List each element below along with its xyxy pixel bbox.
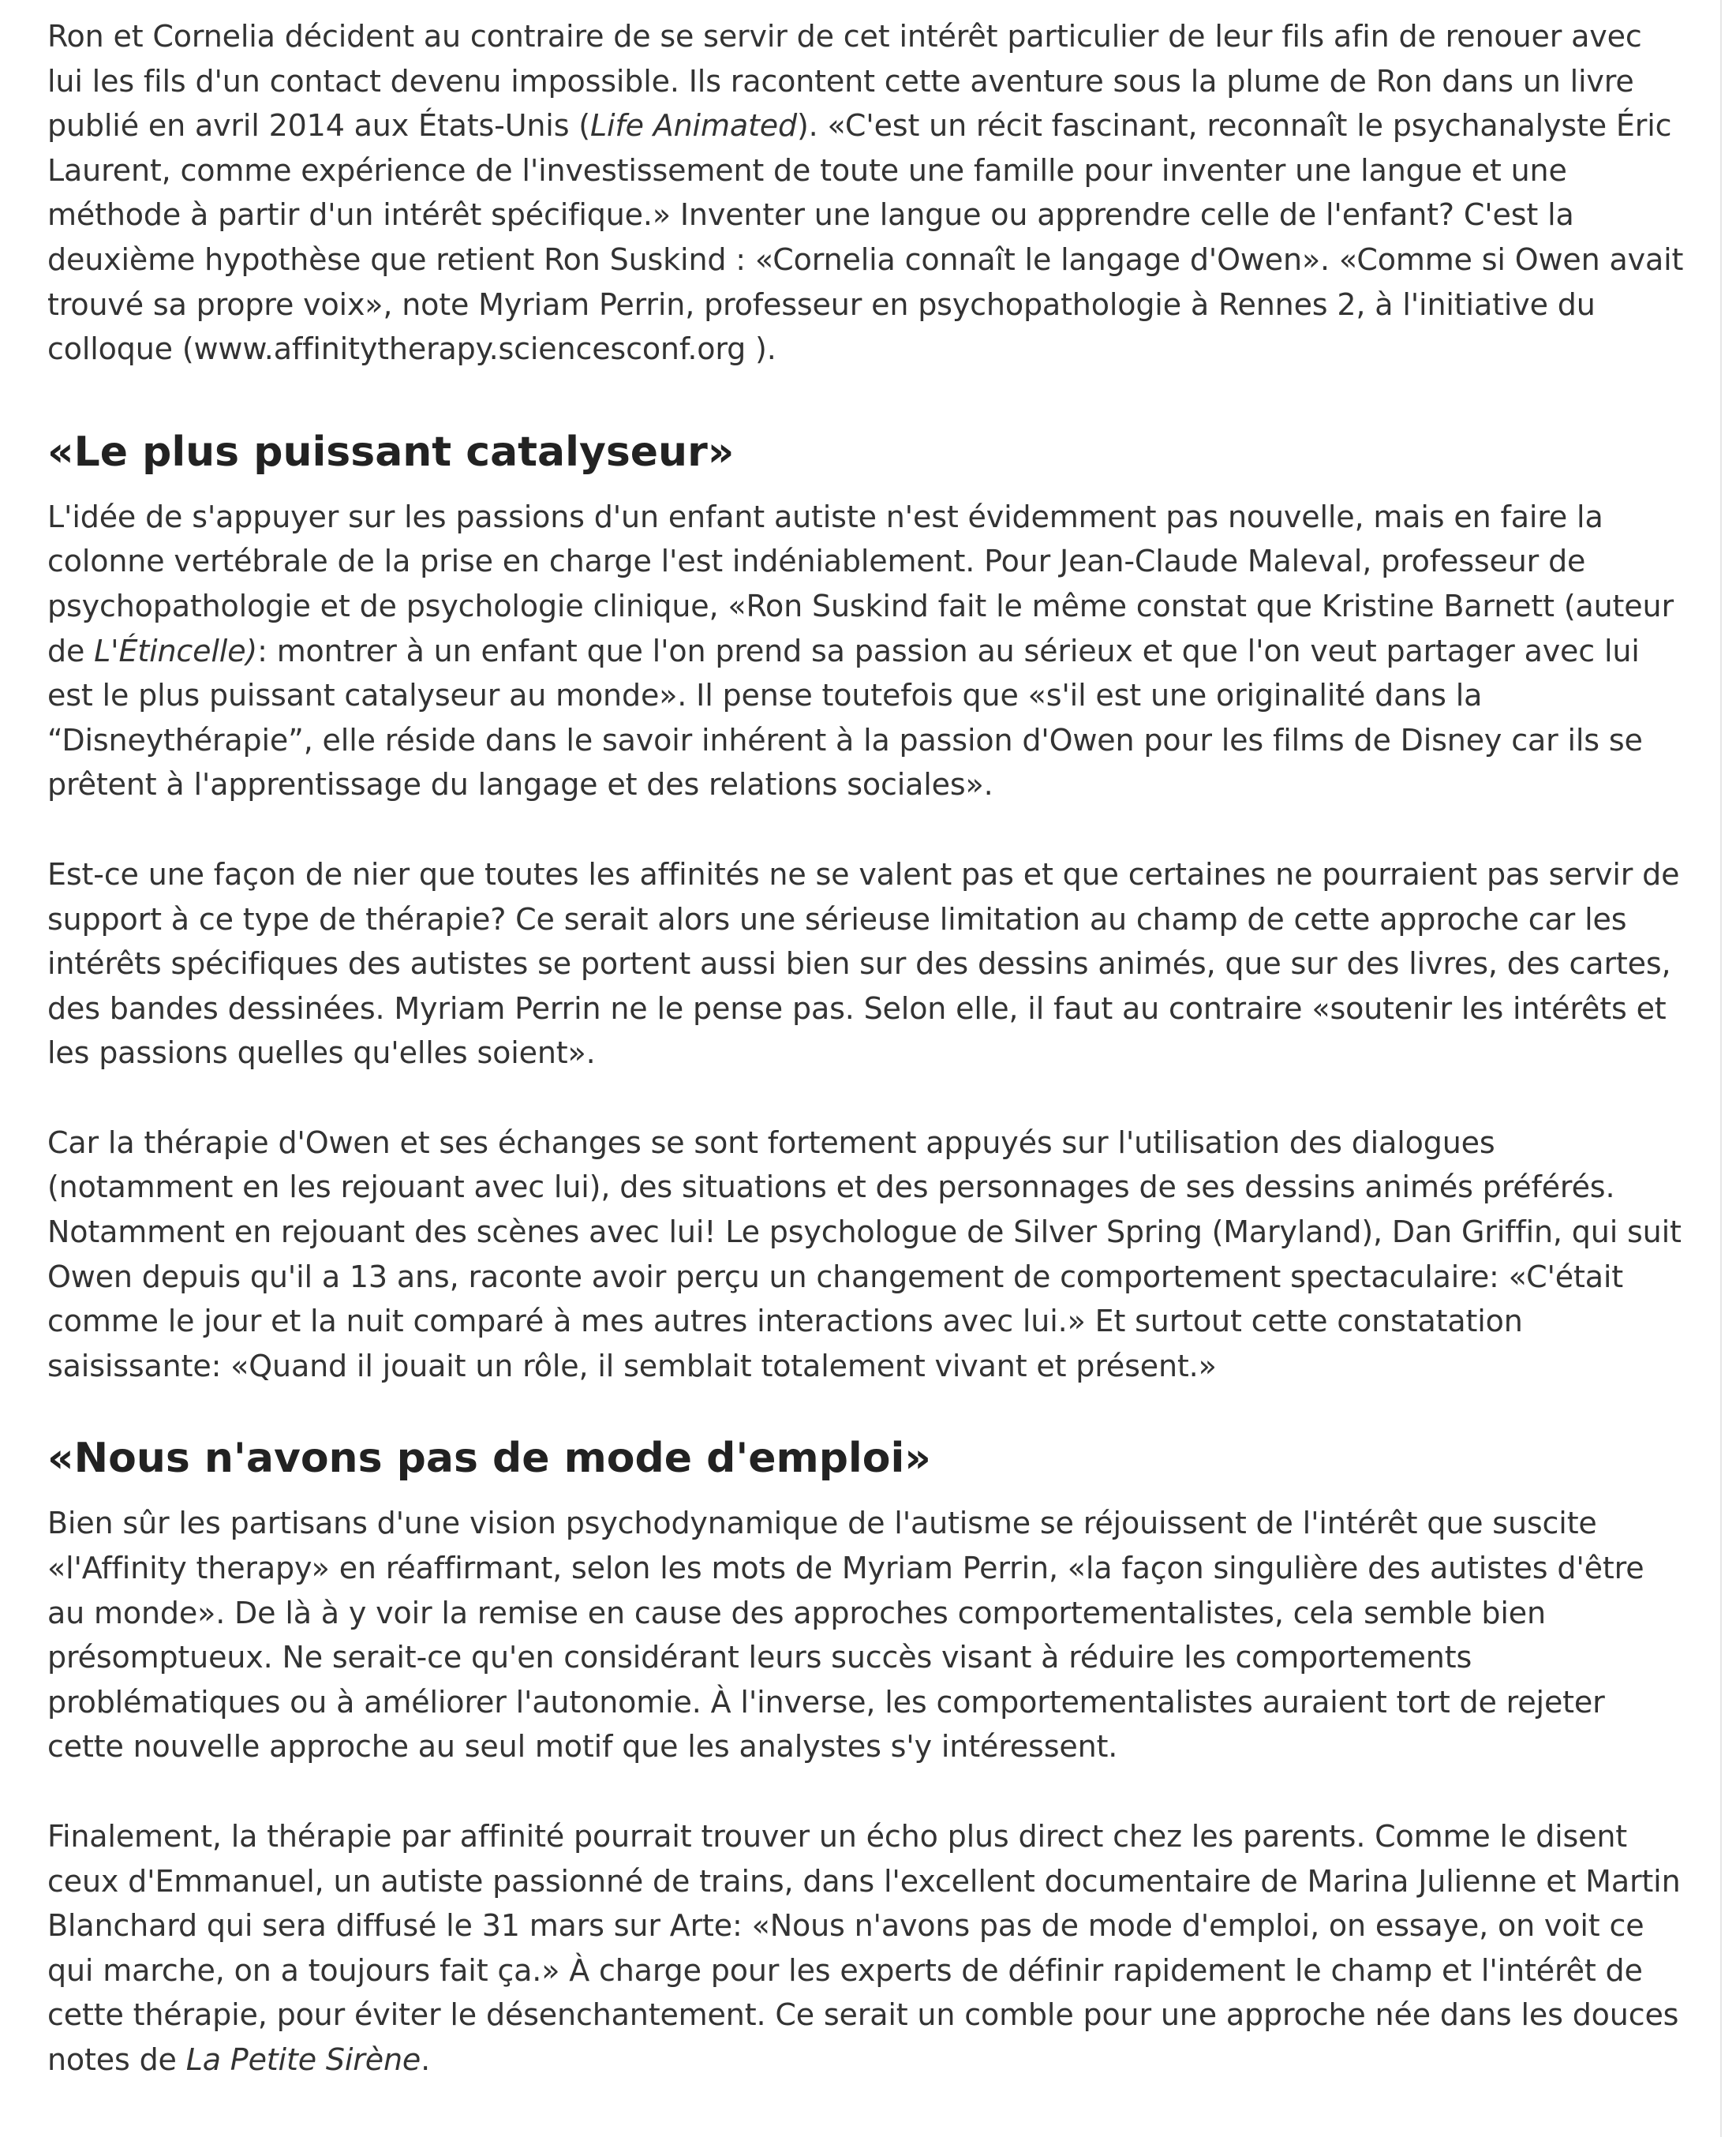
film-title-petite-sirene: La Petite Sirène	[185, 2042, 421, 2077]
page-right-border	[1720, 0, 1736, 2137]
book-title-life-animated: Life Animated	[589, 108, 797, 144]
paragraph-finalement	[47, 1814, 1685, 2083]
paragraph-text: ). «C'est un récit fascinant, reconnaît le psychanalyste Éric Laurent, comme expérience de l'investissement de toute une famille pour inventer une langue et une méthode à partir d'un intérêt spécifique.» Inventer une langue ou apprendre celle de l'enfant? C'est la deuxième hypothèse que retient Ron Suskind : «Cornelia connaît le langage d'Owen». «Comme si Owen avait trouvé sa propre voix», note Myriam Perrin, professeur en psychopathologie à Rennes 2, à l'initiative du colloque (www.affinitytherapy.sciencesconf.org ).	[47, 108, 1684, 367]
paragraph-affinites: Est-ce une façon de nier que toutes les affinités ne se valent pas et que certaines ne pourraient pas servir de support à ce type de thérapie? Ce serait alors une sérieuse limitation au champ de cette approche car les intérêts spécifiques des autistes se portent aussi bien sur des dessins animés, que sur des livres, des cartes, des bandes dessinées. Myriam Perrin ne le pense pas. Selon elle, il faut au contraire «soutenir les intérêts et les passions quelles qu'elles soient».	[47, 856, 1680, 1071]
paragraph-life-animated	[47, 14, 1685, 372]
book-title-etincelle: L'Étincelle)	[94, 633, 258, 668]
paragraph-text: .	[421, 2042, 431, 2077]
paragraph-psychodynamique: Bien sûr les partisans d'une vision psychodynamique de l'autisme se réjouissent de l'intérêt que suscite «l'Affinity therapy» en réaffirmant, selon les mots de Myriam Perrin, «la façon singulière des autistes d'être au monde». De là à y voir la remise en cause des approches comportementalistes, cela semble bien présomptueux. Ne serait-ce qu'en considérant leurs succès visant à réduire les comportements problématiques ou à améliorer l'autonomie. À l'inverse, les comportementalistes auraient tort de rejeter cette nouvelle approche au seul motif que les analystes s'y intéressent.	[47, 1506, 1644, 1765]
section-heading-catalyseur: «Le plus puissant catalyseur»	[47, 428, 735, 476]
paragraph-therapie-owen: Car la thérapie d'Owen et ses échanges se sont fortement appuyés sur l'utilisation des dialogues (notamment en les rejouant avec lui), des situations et des personnages de ses dessins animés préférés. Notamment en rejouant des scènes avec lui! Le psychologue de Silver Spring (Maryland), Dan Griffin, qui suit Owen depuis qu'il a 13 ans, raconte avoir perçu un changement de comportement spectaculaire: «C'était comme le jour et la nuit comparé à mes autres interactions avec lui.» Et surtout cette constatation saisissante: «Quand il jouait un rôle, il semblait totalement vivant et présent.»	[47, 1125, 1682, 1383]
paragraph-maleval	[47, 495, 1685, 807]
paragraph-text: Finalement, la thérapie par affinité pourrait trouver un écho plus direct chez les parents. Comme le disent ceux d'Emmanuel, un autiste passionné de trains, dans l'excellent documentaire de Marina Julienne et Martin Blanchard qui sera diffusé le 31 mars sur Arte: «Nous n'avons pas de mode d'emploi, on essaye, on voit ce qui marche, on a toujours fait ça.» À charge pour les experts de définir rapidement le champ et l'intérêt de cette thérapie, pour éviter le désenchantement. Ce serait un comble pour une approche née dans les douces notes de	[47, 1819, 1681, 2077]
paragraph-text: : montrer à un enfant que l'on prend sa passion au sérieux et que l'on veut partager avec lui est le plus puissant catalyseur au monde». Il pense toutefois que «s'il est une originalité dans la “Disneythérapie”, elle réside dans le savoir inhérent à la passion d'Owen pour les films de Disney car ils se prêtent à l'apprentissage du langage et des relations sociales».	[47, 633, 1643, 803]
section-heading-mode-emploi: «Nous n'avons pas de mode d'emploi»	[47, 1435, 931, 1483]
paragraph-text: L'idée de s'appuyer sur les passions d'un enfant autiste n'est évidemment pas nouvelle, mais en faire la colonne vertébrale de la prise en charge l'est indéniablement. Pour Jean-Claude Maleval, professeur de psychopathologie et de psychologie clinique, «Ron Suskind fait le même constat que Kristine Barnett (auteur de	[47, 499, 1674, 668]
paragraph-text: Ron et Cornelia décident au contraire de se servir de cet intérêt particulier de leur fils afin de renouer avec lui les fils d'un contact devenu impossible. Ils racontent cette aventure sous la plume de Ron dans un livre publié en avril 2014 aux États-Unis (	[47, 19, 1642, 144]
article-body	[47, 14, 1685, 2128]
